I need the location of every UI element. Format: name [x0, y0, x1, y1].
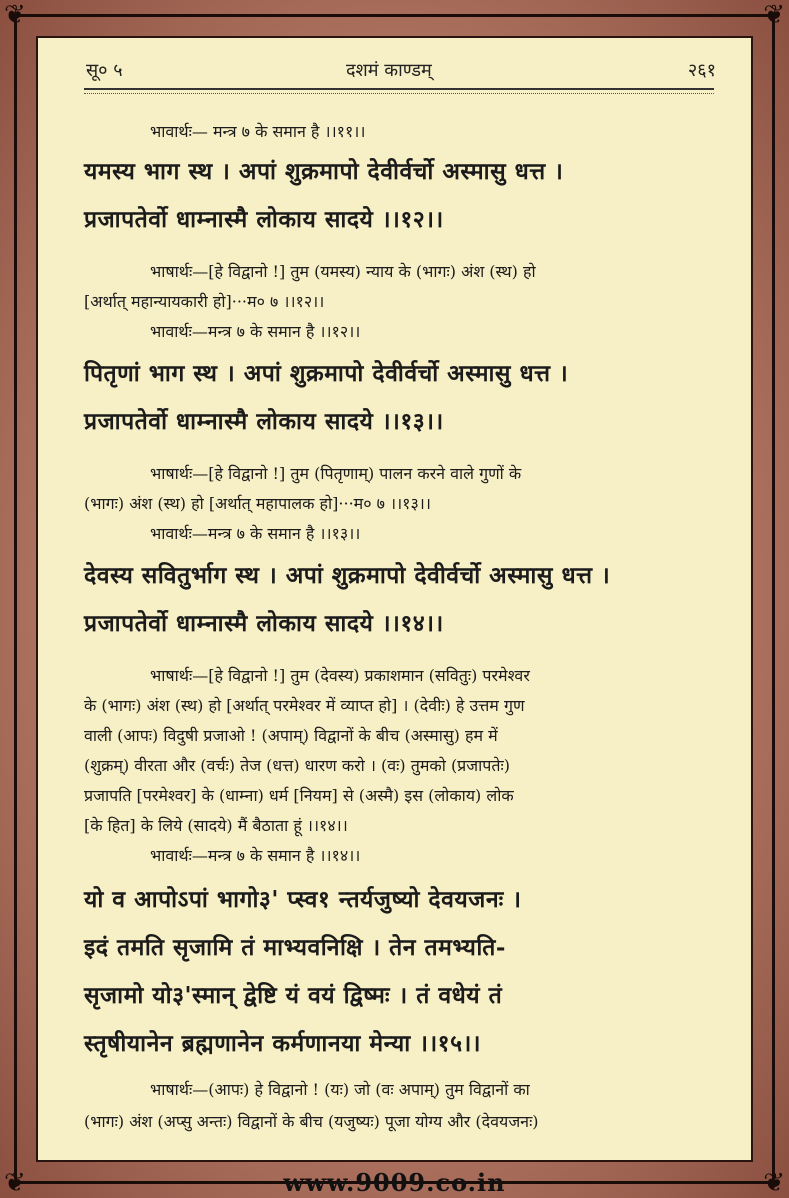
bhashaarth-line: वाली (आपः) विदुषी प्रजाओ ! (अपाम्) विद्वानों के बीच (अस्मासु) हम में: [84, 726, 498, 745]
sukta-number: सू० ५: [86, 60, 123, 81]
mantra-line: यमस्य भाग स्थ । अपां शुक्रमापो देवीर्वर्चो अस्मासु धत्त ।: [84, 158, 564, 185]
bhashaarth-line: भाषार्थः—[हे विद्वानो !] तुम (यमस्य) न्याय के (भागः) अंश (स्थ) हो: [150, 262, 536, 281]
corner-swirl-icon: ❦: [4, 1168, 26, 1198]
page-number: २६१: [687, 60, 716, 81]
mantra-line: प्रजापतेर्वो धाम्नास्मै लोकाय सादये ।।१४।।: [84, 610, 444, 637]
mantra-line: प्रजापतेर्वो धाम्नास्मै लोकाय सादये ।।१२।।: [84, 206, 444, 233]
corner-swirl-icon: ❦: [763, 1168, 785, 1198]
bhavarth-line: भावार्थः—मन्त्र ७ के समान है ।।१४।।: [150, 846, 361, 865]
bhavarth-line: भावार्थः— मन्त्र ७ के समान है ।।११।।: [150, 122, 366, 141]
scanned-page: [36, 36, 753, 1162]
mantra-line: प्रजापतेर्वो धाम्नास्मै लोकाय सादये ।।१३।।: [84, 408, 444, 435]
mantra-line: पितृणां भाग स्थ । अपां शुक्रमापो देवीर्वर्चो अस्मासु धत्त ।: [84, 360, 569, 387]
mantra-line: यो व आपोऽपां भागो३' प्स्व१ न्तर्यजुष्यो देवयजनः ।: [84, 886, 522, 913]
bhashaarth-line: भाषार्थः—[हे विद्वानो !] तुम (पितृणाम्) पालन करने वाले गुणों के: [150, 464, 522, 483]
page-header: [86, 58, 716, 86]
bhashaarth-line: [अर्थात् महान्यायकारी हो]···म० ७ ।।१२।।: [84, 292, 325, 311]
bhashaarth-line: [के हित] के लिये (सादये) मैं बैठाता हूं ।।१४।।: [84, 816, 348, 835]
mantra-line: देवस्य सवितुर्भाग स्थ । अपां शुक्रमापो देवीर्वर्चो अस्मासु धत्त ।: [84, 562, 611, 589]
bhashaarth-line: (भागः) अंश (स्थ) हो [अर्थात् महापालक हो]···म० ७ ।।१३।।: [84, 494, 431, 513]
mantra-line: स्तृषीयानेन ब्रह्मणानेन कर्मणानया मेन्या ।।१५।।: [84, 1030, 482, 1057]
bhavarth-line: भावार्थः—मन्त्र ७ के समान है ।।१२।।: [150, 322, 361, 341]
bhashaarth-line: के (भागः) अंश (स्थ) हो [अर्थात् परमेश्वर में व्याप्त हो] । (देवीः) हे उत्तम गुण: [84, 696, 525, 715]
bhashaarth-line: (भागः) अंश (अप्सु अन्तः) विद्वानों के बीच (यजुष्यः) पूजा योग्य और (देवयजनः): [84, 1112, 539, 1131]
corner-swirl-icon: ❦: [4, 0, 26, 30]
bhashaarth-line: भाषार्थः—(आपः) हे विद्वानो ! (यः) जो (वः अपाम्) तुम विद्वानों का: [150, 1080, 530, 1099]
bhashaarth-line: (शुक्रम्) वीरता और (वर्चः) तेज (धत्त) धारण करो । (वः) तुमको (प्रजापतेः): [84, 756, 510, 775]
book-title: दशमं काण्डम्: [346, 60, 432, 81]
bhavarth-line: भावार्थः—मन्त्र ७ के समान है ।।१३।।: [150, 524, 361, 543]
mantra-line: सृजामो यो३'स्मान् द्वेष्टि यं वयं द्विष्मः । तं वधेयं तं: [84, 982, 503, 1009]
header-rule: [84, 88, 714, 98]
bhashaarth-line: भाषार्थः—[हे विद्वानो !] तुम (देवस्य) प्रकाशमान (सवितुः) परमेश्वर: [150, 666, 530, 685]
watermark-url: www.9009.co.in: [283, 1168, 506, 1197]
corner-swirl-icon: ❦: [763, 0, 785, 30]
mantra-line: इदं तमति सृजामि तं माभ्यवनिक्षि । तेन तमभ्यति-: [84, 934, 506, 961]
bhashaarth-line: प्रजापति [परमेश्वर] के (धाम्ना) धर्म [नियम] से (अस्मै) इस (लोकाय) लोक: [84, 786, 514, 805]
